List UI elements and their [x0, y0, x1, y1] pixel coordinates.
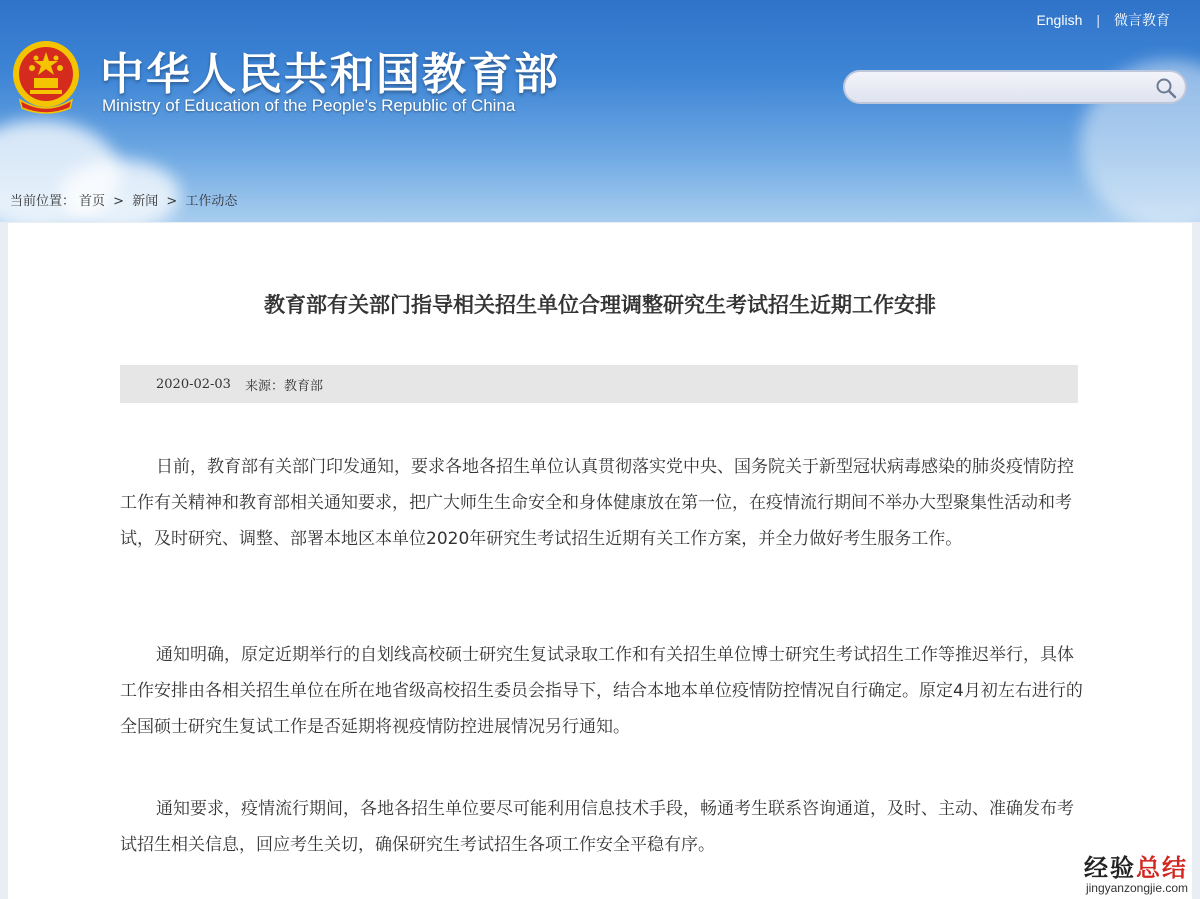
- site-title[interactable]: 中华人民共和国教育部: [100, 49, 560, 100]
- article-date: 2020-02-03: [156, 376, 231, 392]
- article-paragraph: 日前，教育部有关部门印发通知，要求各地各招生单位认真贯彻落实党中央、国务院关于新型冠状病毒感染的肺炎疫情防控工作有关精神和教育部相关通知要求，把广大师生生命安全和身体健康放在第一位，在疫情流行期间不举办大型聚集性活动和考试，及时研究、调整、部署本地区本单位2020年研究生考试招生近期有关工作方案，并全力做好考生服务工作。: [120, 457, 1074, 549]
- top-links: [1036, 10, 1170, 30]
- breadcrumb: [8, 190, 239, 209]
- breadcrumb-separator: >: [113, 194, 125, 209]
- watermark-text: 经验: [1084, 854, 1136, 882]
- search-input[interactable]: [857, 76, 1151, 100]
- watermark: [1084, 848, 1188, 895]
- watermark-url: jingyanzongjie.com: [1085, 881, 1188, 895]
- weiyan-link[interactable]: 微言教育: [1114, 12, 1170, 28]
- national-emblem-icon: [10, 38, 82, 114]
- article-title: 教育部有关部门指导相关招生单位合理调整研究生考试招生近期工作安排: [264, 293, 936, 317]
- watermark-text-red: 总结: [1136, 854, 1188, 882]
- site-header: [0, 0, 1200, 222]
- article-source: 来源：教育部: [244, 378, 323, 394]
- site-subtitle: Ministry of Education of the People's Republic of China: [102, 96, 516, 115]
- article-paragraph: 通知明确，原定近期举行的自划线高校硕士研究生复试录取工作和有关招生单位博士研究生考试招生工作等推迟举行，具体工作安排由各相关招生单位在所在地省级高校招生委员会指导下，结合本地本单位疫情防控情况自行确定。原定4月初左右进行的全国硕士研究生复试工作是否延期将视疫情防控进展情况另行通知。: [120, 645, 1083, 737]
- article-paragraph: 通知要求，疫情流行期间，各地各招生单位要尽可能利用信息技术手段，畅通考生联系咨询通道，及时、主动、准确发布考试招生相关信息，回应考生关切，确保研究生考试招生各项工作安全平稳有序。: [120, 799, 1074, 855]
- search-icon[interactable]: [1155, 77, 1177, 99]
- breadcrumb-prefix: 当前位置：: [10, 194, 76, 209]
- watermark-title: [1084, 848, 1188, 883]
- article-meta: [120, 365, 1078, 403]
- breadcrumb-item-home[interactable]: 首页: [79, 194, 106, 209]
- breadcrumb-item-news[interactable]: 新闻: [132, 194, 159, 209]
- breadcrumb-item-work-news[interactable]: 工作动态: [185, 194, 238, 209]
- english-link[interactable]: English: [1036, 12, 1083, 28]
- article-container: [8, 223, 1192, 899]
- search-box: [843, 70, 1187, 104]
- breadcrumb-separator: >: [166, 194, 178, 209]
- link-separator: |: [1096, 12, 1100, 28]
